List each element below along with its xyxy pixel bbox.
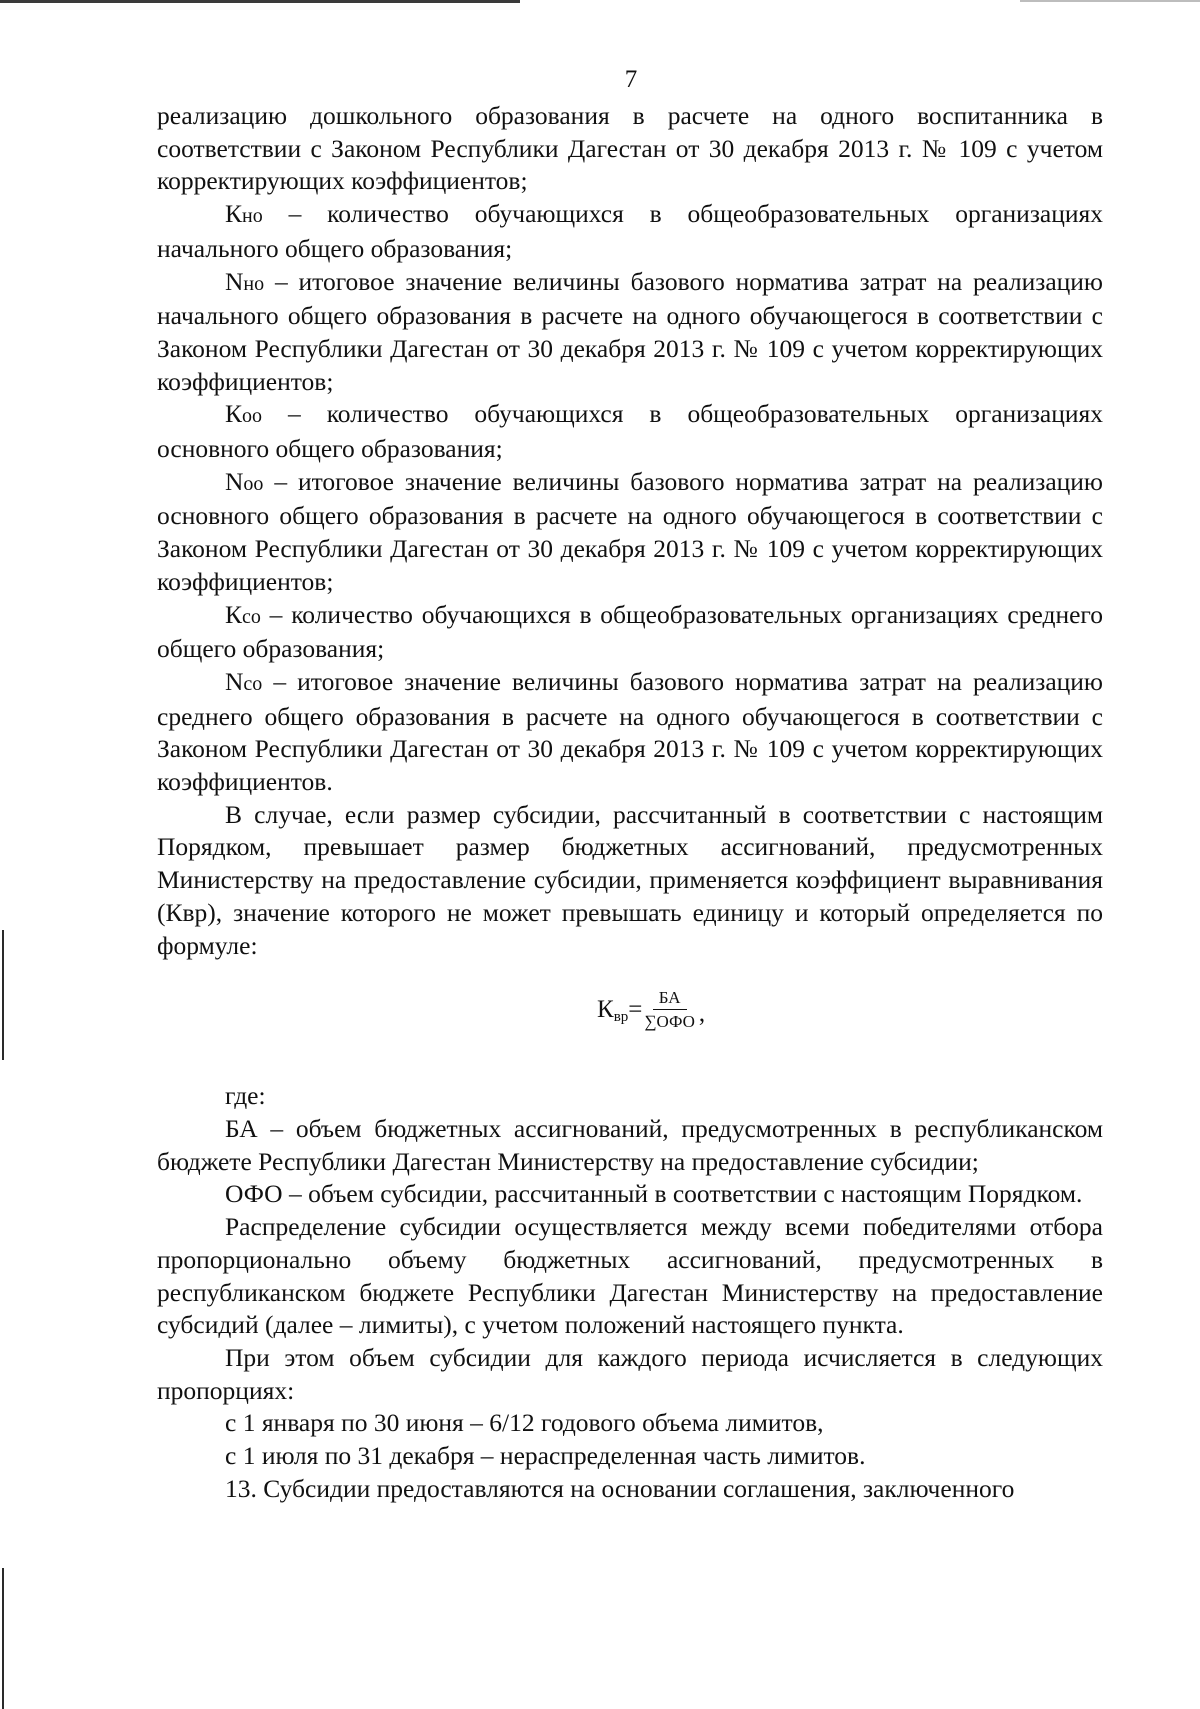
definition-text: – итоговое значение величины базового норматива затрат на реализацию среднего общего образования в расчете на одного обучающегося в соответствии с Законом Республики Дагестан от 30 декабря 2013 г. № 109 с учетом корректирующих коэффициентов. <box>157 666 1103 797</box>
definition-nso <box>157 666 1103 799</box>
formula-numerator: БА <box>653 988 687 1010</box>
paragraph-intro: реализацию дошкольного образования в расчете на одного воспитанника в соответствии с Законом Республики Дагестан от 30 декабря 2013 г. № 109 с учетом корректирующих коэффициентов; <box>157 101 1103 196</box>
page-number: 7 <box>624 66 638 93</box>
symbol-main: N <box>225 666 244 696</box>
document-body <box>157 100 1103 1505</box>
symbol-sub: оо <box>242 405 263 428</box>
definition-noo <box>157 466 1103 599</box>
symbol-main: N <box>225 266 244 296</box>
symbol-main: К <box>225 199 243 229</box>
scan-edge-left <box>2 930 4 1060</box>
definition-kso <box>157 599 1103 666</box>
scan-edge-top <box>0 0 520 3</box>
paragraph-proportions-intro: При этом объем субсидии для каждого периода исчисляется в следующих пропорциях: <box>157 1342 1103 1405</box>
paragraph-distribution: Распределение субсидии осуществляется между всеми победителями отбора пропорционально объему бюджетных ассигнований, предусмотренных в республиканском бюджете Республики Дагестан Министерству на предоставление субсидий (далее – лимиты), с учетом положений настоящего пункта. <box>157 1212 1103 1340</box>
definition-ofo: ОФО – объем субсидии, рассчитанный в соответствии с настоящим Порядком. <box>225 1179 1083 1209</box>
formula-comma: , <box>698 999 706 1027</box>
symbol-sub: но <box>242 205 263 228</box>
definition-text: – количество обучающихся в общеобразовательных организациях начального общего образования; <box>157 199 1103 263</box>
formula-equals: = <box>628 995 643 1023</box>
symbol-sub: со <box>242 605 261 628</box>
where-label: где: <box>225 1081 266 1111</box>
definition-koo <box>157 398 1103 465</box>
formula-fraction <box>644 988 695 1032</box>
formula-expression <box>597 988 705 1032</box>
symbol-main: К <box>225 599 243 629</box>
formula-denominator: ∑ОФО <box>644 1012 695 1032</box>
proportion-item: с 1 января по 30 июня – 6/12 годового объема лимитов, <box>225 1408 824 1438</box>
paragraph-alignment: В случае, если размер субсидии, рассчитанный в соответствии с настоящим Порядком, превышает размер бюджетных ассигнований, предусмотренных Министерству на предоставление субсидии, применяется коэффициент выравнивания (Квр), значение которого не может превышать единицу и который определяется по формуле: <box>157 799 1103 960</box>
formula-lhs: К <box>597 995 614 1023</box>
definition-text: – итоговое значение величины базового норматива затрат на реализацию начального общего образования в расчете на одного обучающегося в соответствии с Законом Республики Дагестан от 30 декабря 2013 г. № 109 с учетом корректирующих коэффициентов; <box>157 266 1103 396</box>
symbol-sub: но <box>243 272 265 295</box>
proportion-item: с 1 июля по 31 декабря – нераспределенная часть лимитов. <box>225 1441 866 1471</box>
formula-lhs-sub: вр <box>613 1008 629 1025</box>
scan-edge-top-right <box>1020 0 1200 2</box>
definition-text: – количество обучающихся в общеобразовательных организациях среднего общего образования; <box>157 599 1103 664</box>
definition-ba: БА – объем бюджетных ассигнований, предусмотренных в республиканском бюджете Республики Дагестан Министерству на предоставление субсидии; <box>157 1113 1103 1176</box>
definition-nno <box>157 266 1103 399</box>
definition-kno <box>157 198 1103 265</box>
definition-text: – итоговое значение величины базового норматива затрат на реализацию основного общего образования в расчете на одного обучающегося в соответствии с Законом Республики Дагестан от 30 декабря 2013 г. № 109 с учетом корректирующих коэффициентов; <box>157 466 1103 596</box>
symbol-sub: оо <box>243 472 264 495</box>
symbol-main: N <box>225 466 244 496</box>
definition-text: – количество обучающихся в общеобразовательных организациях основного общего образования; <box>157 399 1103 464</box>
symbol-main: К <box>225 399 243 429</box>
symbol-sub: со <box>243 672 263 695</box>
formula-kvr <box>157 962 1103 1080</box>
scan-edge-left <box>2 1568 4 1709</box>
paragraph-item-13: 13. Субсидии предоставляются на основании соглашения, заключенного <box>225 1473 1015 1503</box>
